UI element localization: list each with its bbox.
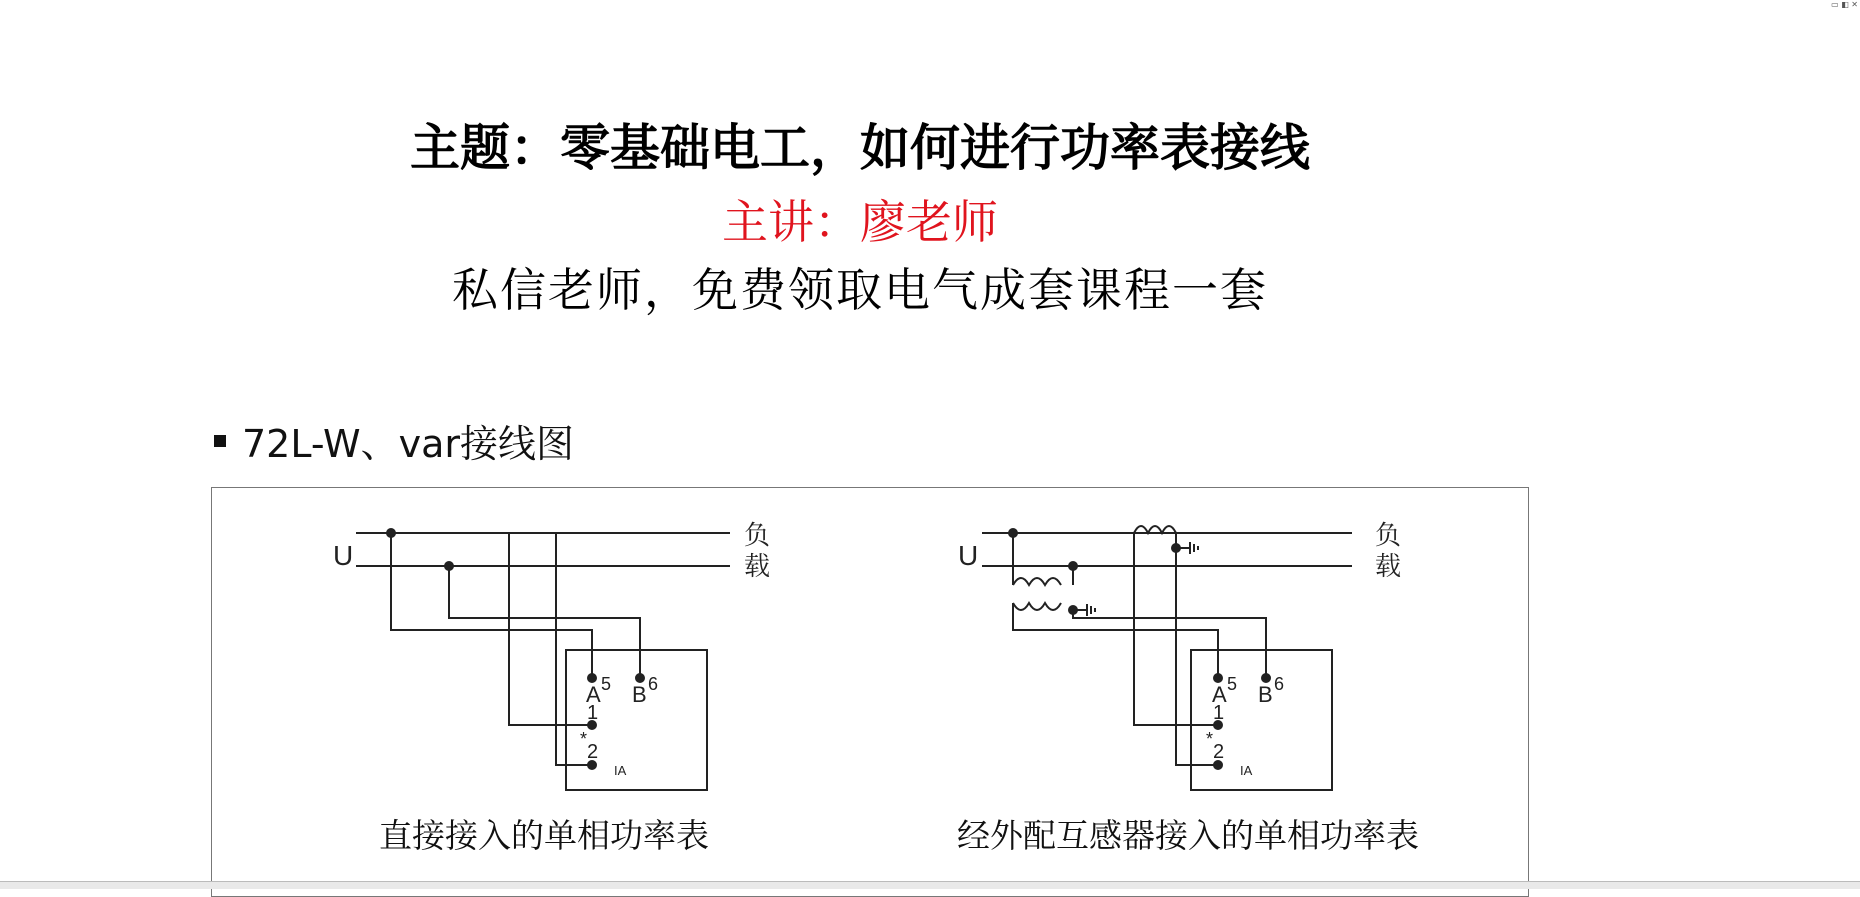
right-terminal-b-num: 6 <box>1274 674 1285 694</box>
right-terminal-1: 1 <box>1213 702 1225 724</box>
left-voltage-lead-b <box>449 566 640 678</box>
right-junction-dot <box>1172 544 1180 552</box>
right-terminal-dot <box>1262 674 1270 682</box>
right-diagram <box>982 526 1352 790</box>
right-terminal-b: B <box>1258 682 1273 707</box>
right-terminal-a-num: 5 <box>1227 674 1238 694</box>
left-junction-dot <box>387 529 395 537</box>
speaker-line: 主讲：廖老师 <box>722 195 998 249</box>
right-current-label: IA <box>1240 763 1253 778</box>
left-diagram <box>356 529 730 790</box>
left-terminal-b-num: 6 <box>648 674 659 694</box>
left-terminal-a: A <box>586 682 601 707</box>
section-heading-text: 72L-W、var接线图 <box>242 422 574 466</box>
left-load-label-1: 负 <box>744 521 771 551</box>
right-voltage-lead-a <box>1013 603 1218 678</box>
right-source-label: U <box>958 540 979 571</box>
right-voltage-lead-b <box>1073 610 1266 678</box>
left-terminal-dot <box>588 674 596 682</box>
right-junction-dot <box>1069 606 1077 614</box>
left-terminal-1: 1 <box>587 702 599 724</box>
right-junction-dot <box>1009 529 1017 537</box>
left-terminal-dot <box>636 674 644 682</box>
slide-title: 主题：零基础电工，如何进行功率表接线 <box>410 118 1310 177</box>
right-pt-primary-coil <box>1013 578 1061 585</box>
promo-line: 私信老师，免费领取电气成套课程一套 <box>452 263 1268 317</box>
right-load-label-2: 载 <box>1375 552 1402 582</box>
right-terminal-2: 2 <box>1213 741 1225 763</box>
left-terminal-2: 2 <box>587 741 599 763</box>
left-source-label: U <box>333 540 354 571</box>
left-terminal-a-num: 5 <box>601 674 612 694</box>
left-current-label: IA <box>614 763 627 778</box>
left-voltage-lead-a <box>391 533 592 678</box>
right-terminal-dot <box>1214 674 1222 682</box>
right-pt-secondary-coil <box>1013 603 1061 610</box>
right-current-transformer <box>1134 526 1176 533</box>
window-controls[interactable]: ▭ ◧ ✕ <box>1831 0 1858 9</box>
left-junction-dot <box>445 562 453 570</box>
right-terminal-star: * <box>1206 729 1214 749</box>
right-terminal-a: A <box>1212 682 1227 707</box>
left-load-label-2: 载 <box>744 552 771 582</box>
right-load-label-1: 负 <box>1375 521 1402 551</box>
left-terminal-b: B <box>632 682 647 707</box>
left-terminal-star: * <box>580 729 588 749</box>
right-diagram-caption: 经外配互感器接入的单相功率表 <box>957 816 1419 855</box>
right-junction-dot <box>1069 562 1077 570</box>
right-diagram-labels <box>958 521 1401 778</box>
left-diagram-caption: 直接接入的单相功率表 <box>379 816 709 855</box>
